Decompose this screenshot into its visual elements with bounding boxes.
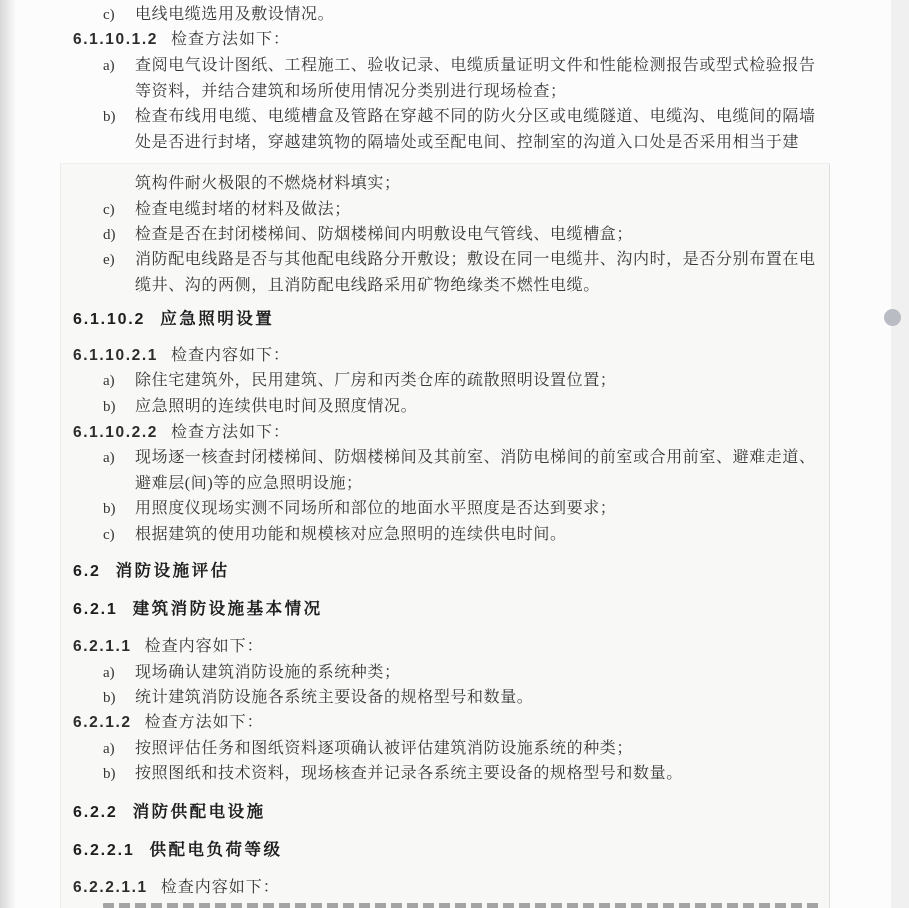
doc-line-cont: [0, 81, 891, 103]
clause-text: 检查方法如下：: [170, 424, 290, 441]
section-title: 应急照明设置: [160, 310, 275, 328]
item-text: 根据建筑的使用功能和规模核对应急照明的连续供电时间。: [135, 526, 567, 543]
section-number: 6.1.10.2: [73, 311, 146, 328]
doc-line-cont: [0, 473, 891, 495]
doc-line-item: [0, 447, 891, 469]
item-text: 按照评估任务和图纸资料逐项确认被评估建筑消防设施系统的种类；: [135, 740, 634, 757]
item-letter: a): [103, 58, 115, 74]
item-text: 消防配电线路是否与其他配电线路分开敷设；敷设在同一电缆井、沟内时，是否分别布置在电: [135, 251, 816, 268]
item-text: 查阅电气设计图纸、工程施工、验收记录、电缆质量证明文件和性能检测报告或型式检验报告: [135, 57, 816, 74]
section-title: 建筑消防设施基本情况: [132, 600, 323, 618]
doc-line-item: [0, 55, 891, 77]
item-letter: a): [103, 373, 115, 389]
item-text: 电线电缆选用及敷设情况。: [135, 6, 335, 23]
item-letter: a): [103, 741, 115, 757]
doc-line-clause: [0, 712, 891, 734]
clause-text: 检查内容如下：: [170, 347, 290, 364]
scrollbar-track[interactable]: [891, 0, 909, 908]
item-text: 按照图纸和技术资料，现场核查并记录各系统主要设备的规格型号和数量。: [135, 765, 683, 782]
item-letter: b): [103, 501, 116, 517]
item-letter: b): [103, 766, 116, 782]
clause-number: 6.2.1.2: [73, 714, 132, 731]
doc-line-clause: [0, 29, 891, 51]
item-text: 检查电缆封堵的材料及做法；: [135, 201, 351, 218]
continuation-text: 筑构件耐火极限的不燃烧材料填实；: [135, 175, 401, 192]
item-text: 现场逐一核查封闭楼梯间、防烟楼梯间及其前室、消防电梯间的前室或合用前室、避难走道、: [135, 449, 816, 466]
item-letter: b): [103, 690, 116, 706]
clause-number: 6.1.10.1.2: [73, 31, 158, 48]
doc-line-clause: [0, 422, 891, 444]
doc-line-section: [0, 839, 891, 861]
doc-line-item: [0, 199, 891, 221]
item-text: 除住宅建筑外，民用建筑、厂房和丙类仓库的疏散照明设置位置；: [135, 372, 617, 389]
doc-line-cont: [0, 173, 891, 195]
clause-number: 6.1.10.2.1: [73, 347, 158, 364]
doc-line-item: [0, 687, 891, 709]
section-number: 6.2: [73, 563, 101, 580]
section-number: 6.2.1: [73, 601, 118, 618]
clause-number: 6.1.10.2.2: [73, 424, 158, 441]
doc-line-item: [0, 249, 891, 271]
item-text: 现场确认建筑消防设施的系统种类；: [135, 664, 401, 681]
doc-line-item: [0, 4, 891, 26]
item-text: 检查是否在封闭楼梯间、防烟楼梯间内明敷设电气管线、电缆槽盒；: [135, 226, 634, 243]
item-letter: b): [103, 109, 116, 125]
item-letter: d): [103, 227, 116, 243]
continuation-text: 等资料，并结合建筑和场所使用情况分类别进行现场检查；: [135, 83, 567, 100]
doc-line-section: [0, 801, 891, 823]
section-number: 6.2.2.1: [73, 842, 135, 859]
doc-line-clause: [0, 877, 891, 899]
clause-text: 检查方法如下：: [170, 31, 290, 48]
continuation-text: 缆井、沟的两侧，且消防配电线路采用矿物绝缘类不燃性电缆。: [135, 277, 600, 294]
clause-text: 检查内容如下：: [144, 638, 264, 655]
section-title: 供配电负荷等级: [149, 841, 283, 859]
doc-line-item: [0, 370, 891, 392]
doc-line-cont: [0, 275, 891, 297]
doc-line-item: [0, 106, 891, 128]
doc-line-section: [0, 560, 891, 582]
clause-number: 6.2.1.1: [73, 638, 132, 655]
item-text: 用照度仪现场实测不同场所和部位的地面水平照度是否达到要求；: [135, 500, 617, 517]
continuation-text: 避难层(间)等的应急照明设施；: [135, 475, 363, 492]
item-letter: c): [103, 527, 115, 543]
item-letter: c): [103, 202, 115, 218]
doc-line-item: [0, 396, 891, 418]
doc-line-item: [0, 224, 891, 246]
item-letter: a): [103, 450, 115, 466]
item-letter: b): [103, 399, 116, 415]
item-text: 统计建筑消防设施各系统主要设备的规格型号和数量。: [135, 689, 534, 706]
section-title: 消防供配电设施: [132, 803, 266, 821]
doc-line-clause: [0, 636, 891, 658]
section-title: 消防设施评估: [115, 562, 230, 580]
doc-line-section: [0, 308, 891, 330]
doc-line-item: [0, 498, 891, 520]
doc-line-item: [0, 524, 891, 546]
item-letter: e): [103, 252, 115, 268]
doc-line-clause: [0, 345, 891, 367]
item-text: 应急照明的连续供电时间及照度情况。: [135, 398, 418, 415]
doc-line-item: [0, 763, 891, 785]
doc-line-item: [0, 738, 891, 760]
doc-line-cont: [0, 132, 891, 154]
doc-line-section: [0, 598, 891, 620]
clause-text: 检查方法如下：: [144, 714, 264, 731]
section-number: 6.2.2: [73, 804, 118, 821]
item-letter: a): [103, 665, 115, 681]
clause-number: 6.2.2.1.1: [73, 879, 148, 896]
doc-line-item: [0, 662, 891, 684]
continuation-text: 处是否进行封堵，穿越建筑物的隔墙处或至配电间、控制室的沟道入口处是否采用相当于建: [135, 134, 800, 151]
item-letter: c): [103, 7, 115, 23]
clause-text: 检查内容如下：: [160, 879, 280, 896]
item-text: 检查布线用电缆、电缆槽盒及管路在穿越不同的防火分区或电缆隧道、电缆沟、电缆间的隔墙: [135, 108, 816, 125]
